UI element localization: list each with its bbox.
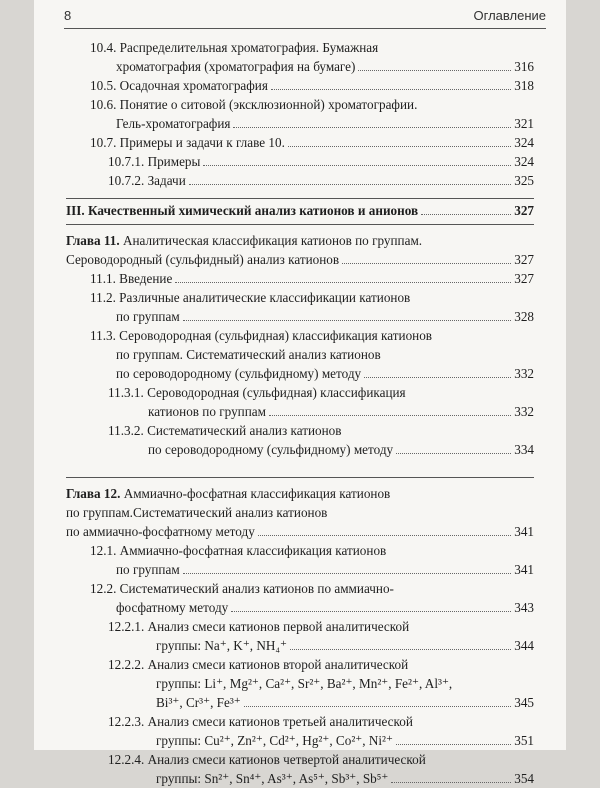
toc-page: 344 (514, 638, 534, 653)
toc-page: 341 (514, 524, 534, 539)
toc-page: 318 (514, 78, 534, 93)
toc-page: 324 (514, 154, 534, 169)
toc-chapter-11: Глава 11. Аналитическая классификация катионов по группам. Сероводородный (сульфидный) анализ катионов 327 (66, 233, 534, 267)
toc-page: 341 (514, 562, 534, 577)
toc-page: 328 (514, 309, 534, 324)
toc-chapter-12: Глава 12. Аммиачно-фосфатная классификация катионов по группам.Систематический анализ катионов по аммиачно-фосфатному методу 341 (66, 477, 534, 541)
toc-entry-12-2-1: 12.2.1. Анализ смеси катионов первой аналитической группы: Na⁺, K⁺, NH₄⁺ 344 (108, 619, 534, 653)
section-title: Оглавление (473, 8, 546, 23)
page-number: 8 (64, 8, 72, 23)
running-head (64, 6, 546, 29)
toc-page: 327 (514, 252, 534, 267)
toc-page: 321 (514, 116, 534, 131)
chapter-label: Глава 12. (66, 486, 121, 501)
toc-page: 345 (514, 695, 534, 710)
toc-page: 324 (514, 135, 534, 150)
toc-entry-12-1: 12.1. Аммиачно-фосфатная классификация катионов по группам 341 (90, 543, 534, 577)
toc-entry-10-7: 10.7. Примеры и задачи к главе 10. 324 (90, 135, 534, 150)
toc-page: 316 (514, 59, 534, 74)
toc-page: 351 (514, 733, 534, 748)
toc-page: 325 (514, 173, 534, 188)
toc-entry-12-2-2: 12.2.2. Анализ смеси катионов второй аналитической группы: Li⁺, Mg²⁺, Ca²⁺, Sr²⁺, Ba²⁺, Mn²⁺, Fe²⁺, Al³⁺, Bi³⁺, Cr³⁺, Fe³⁺ 345 (108, 657, 534, 710)
toc-page: 332 (514, 366, 534, 381)
toc-page: 354 (514, 771, 534, 786)
toc-page: 332 (514, 404, 534, 419)
toc-entry-12-2-4: 12.2.4. Анализ смеси катионов четвертой аналитической группы: Sn²⁺, Sn⁴⁺, As³⁺, As⁵⁺, Sb³⁺, Sb⁵⁺ 354 (108, 752, 534, 786)
toc-part-3: III. Качественный химический анализ катионов и анионов 327 (66, 198, 534, 225)
toc-entry-11-1: 11.1. Введение 327 (90, 271, 534, 286)
book-page (34, 0, 566, 786)
table-of-contents (66, 38, 534, 788)
toc-entry-11-2: 11.2. Различные аналитические классификации катионов по группам 328 (90, 290, 534, 324)
chapter-label: Глава 11. (66, 233, 120, 248)
toc-entry-12-2-3: 12.2.3. Анализ смеси катионов третьей аналитической группы: Cu²⁺, Zn²⁺, Cd²⁺, Hg²⁺, Co²⁺, Ni²⁺ 351 (108, 714, 534, 748)
toc-entry-11-3-2: 11.3.2. Систематический анализ катионов по сероводородному (сульфидному) методу 334 (108, 423, 534, 457)
toc-page: 327 (514, 203, 534, 218)
toc-entry-10-4: 10.4. Распределительная хроматография. Бумажная хроматография (хроматография на бумаге) 316 (90, 40, 534, 74)
toc-page: 327 (514, 271, 534, 286)
toc-entry-12-2: 12.2. Систематический анализ катионов по аммиачно- фосфатному методу 343 (90, 581, 534, 615)
toc-entry-10-5: 10.5. Осадочная хроматография 318 (90, 78, 534, 93)
toc-entry-10-7-2: 10.7.2. Задачи 325 (108, 173, 534, 188)
toc-entry-11-3-1: 11.3.1. Сероводородная (сульфидная) классификация катионов по группам 332 (108, 385, 534, 419)
toc-entry-10-7-1: 10.7.1. Примеры 324 (108, 154, 534, 169)
toc-page: 334 (514, 442, 534, 457)
toc-page: 343 (514, 600, 534, 615)
toc-entry-10-6: 10.6. Понятие о ситовой (эксклюзионной) хроматографии. Гель-хроматография 321 (90, 97, 534, 131)
toc-entry-11-3: 11.3. Сероводородная (сульфидная) классификация катионов по группам. Систематический анализ катионов по сероводородному (сульфидному) методу 332 (90, 328, 534, 381)
